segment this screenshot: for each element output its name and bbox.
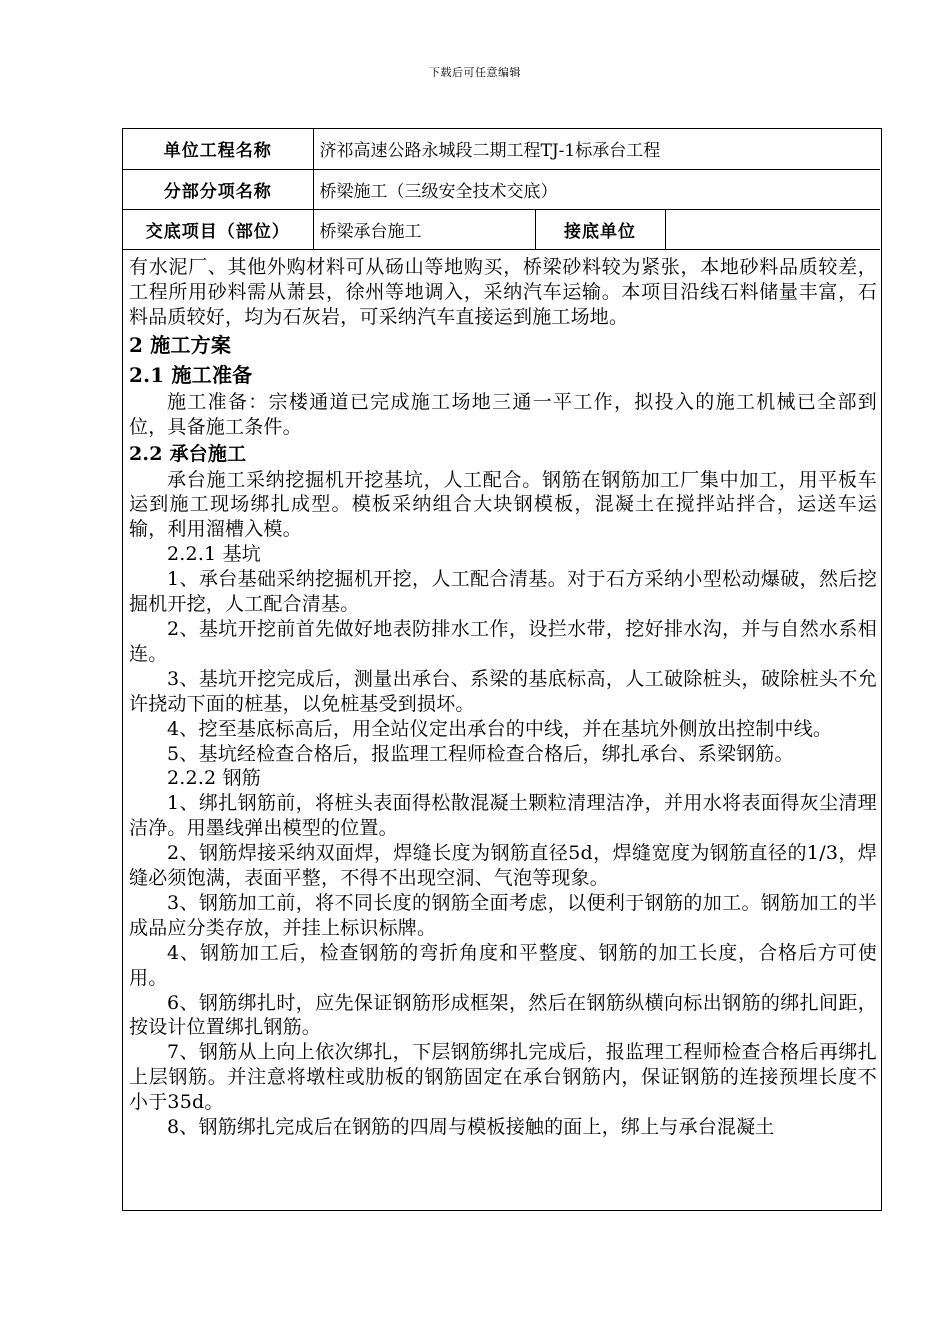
section-label: 分部分项名称 [123,169,313,209]
heading-pile-cap: 2.2 承台施工 [129,442,247,465]
paragraph-pit-5: 5、基坑经检查合格后，报监理工程师检查合格后，绑扎承台、系梁钢筋。 [167,742,794,765]
project-value: 济祁高速公路永城段二期工程TJ-1标承台工程 [313,129,880,169]
paragraph-rebar-7: 7、钢筋从上向上依次绑扎，下层钢筋绑扎完成后，报监理工程师检查合格后再绑扎上层钢筋。并注意将墩柱或肋板的钢筋固定在承台钢筋内，保证钢筋的连接预埋长度不小于35d。 [129,1041,877,1114]
heading-rebar: 2.2.2 钢筋 [167,767,261,790]
paragraph-pit-3: 3、基坑开挖完成后，测量出承台、系梁的基底标高，人工破除桩头，破除桩头不允许挠动下面的桩基，以免桩基受到损坏。 [129,667,877,715]
meta-row-project [123,129,880,169]
meta-row-section [123,169,880,209]
meta-row-item [123,209,880,249]
paragraph-rebar-8: 8、钢筋绑扎完成后在钢筋的四周与模板接触的面上，绑上与承台混凝土 [167,1116,775,1139]
project-label: 单位工程名称 [123,129,313,169]
meta-table [123,129,880,250]
item-label: 交底项目（部位） [123,209,313,249]
paragraph-rebar-1: 1、绑扎钢筋前，将桩头表面得松散混凝土颗粒清理洁净，并用水将表面得灰尘清理洁净。用墨线弹出模型的位置。 [129,792,877,840]
paragraph-pit-4: 4、挖至基底标高后，用全站仪定出承台的中线，并在基坑外侧放出控制中线。 [167,717,833,740]
paragraph-rebar-2: 2、钢筋焊接采纳双面焊，焊缝长度为钢筋直径5d，焊缝宽度为钢筋直径的1/3，焊缝必须饱满，表面平整，不得不出现空洞、气泡等现象。 [129,842,877,890]
paragraph-pit-2: 2、基坑开挖前首先做好地表防排水工作，设拦水带，挖好排水沟，并与自然水系相连。 [129,617,877,665]
paragraph-pit-1: 1、承台基础采纳挖掘机开挖，人工配合清基。对于石方采纳小型松动爆破，然后挖掘机开挖，人工配合清基。 [129,568,877,616]
paragraph-rebar-4: 4、钢筋加工后，检查钢筋的弯折角度和平整度、钢筋的加工长度，合格后方可使用。 [129,941,877,989]
heading-foundation-pit: 2.2.1 基坑 [167,543,261,566]
paragraph-intro: 有水泥厂、其他外购材料可从砀山等地购买，桥梁砂料较为紧张，本地砂料品质较差，工程所用砂料需从萧县，徐州等地调入，采纳汽车运输。本项目沿线石料储量丰富，石料品质较好，均为石灰岩，可采纳汽车直接运到施工场地。 [129,256,877,328]
paragraph-pile-cap: 承台施工采纳挖掘机开挖基坑，人工配合。钢筋在钢筋加工厂集中加工，用平板车运到施工现场绑扎成型。模板采纳组合大块钢模板，混凝土在搅拌站拌合，运送车运输，利用溜槽入模。 [129,468,877,541]
section-value: 桥梁施工（三级安全技术交底） [313,169,880,209]
receiver-value [665,209,880,249]
page-header-note: 下载后可任意编辑 [429,66,521,79]
disclosure-body [129,255,877,1140]
paragraph-rebar-3: 3、钢筋加工前，将不同长度的钢筋全面考虑，以便利于钢筋的加工。钢筋加工的半成品应分类存放，并挂上标识标牌。 [129,891,877,939]
disclosure-form [122,128,882,1211]
heading-construction-plan: 2 施工方案 [129,332,232,357]
heading-preparation: 2.1 施工准备 [129,362,253,387]
item-value: 桥梁承台施工 [313,209,535,249]
receiver-label: 接底单位 [535,209,665,249]
paragraph-preparation: 施工准备：宗楼通道已完成施工场地三通一平工作，拟投入的施工机械已全部到位，具备施工条件。 [129,390,877,438]
paragraph-rebar-6: 6、钢筋绑扎时，应先保证钢筋形成框架，然后在钢筋纵横向标出钢筋的绑扎间距，按设计位置绑扎钢筋。 [129,991,877,1039]
